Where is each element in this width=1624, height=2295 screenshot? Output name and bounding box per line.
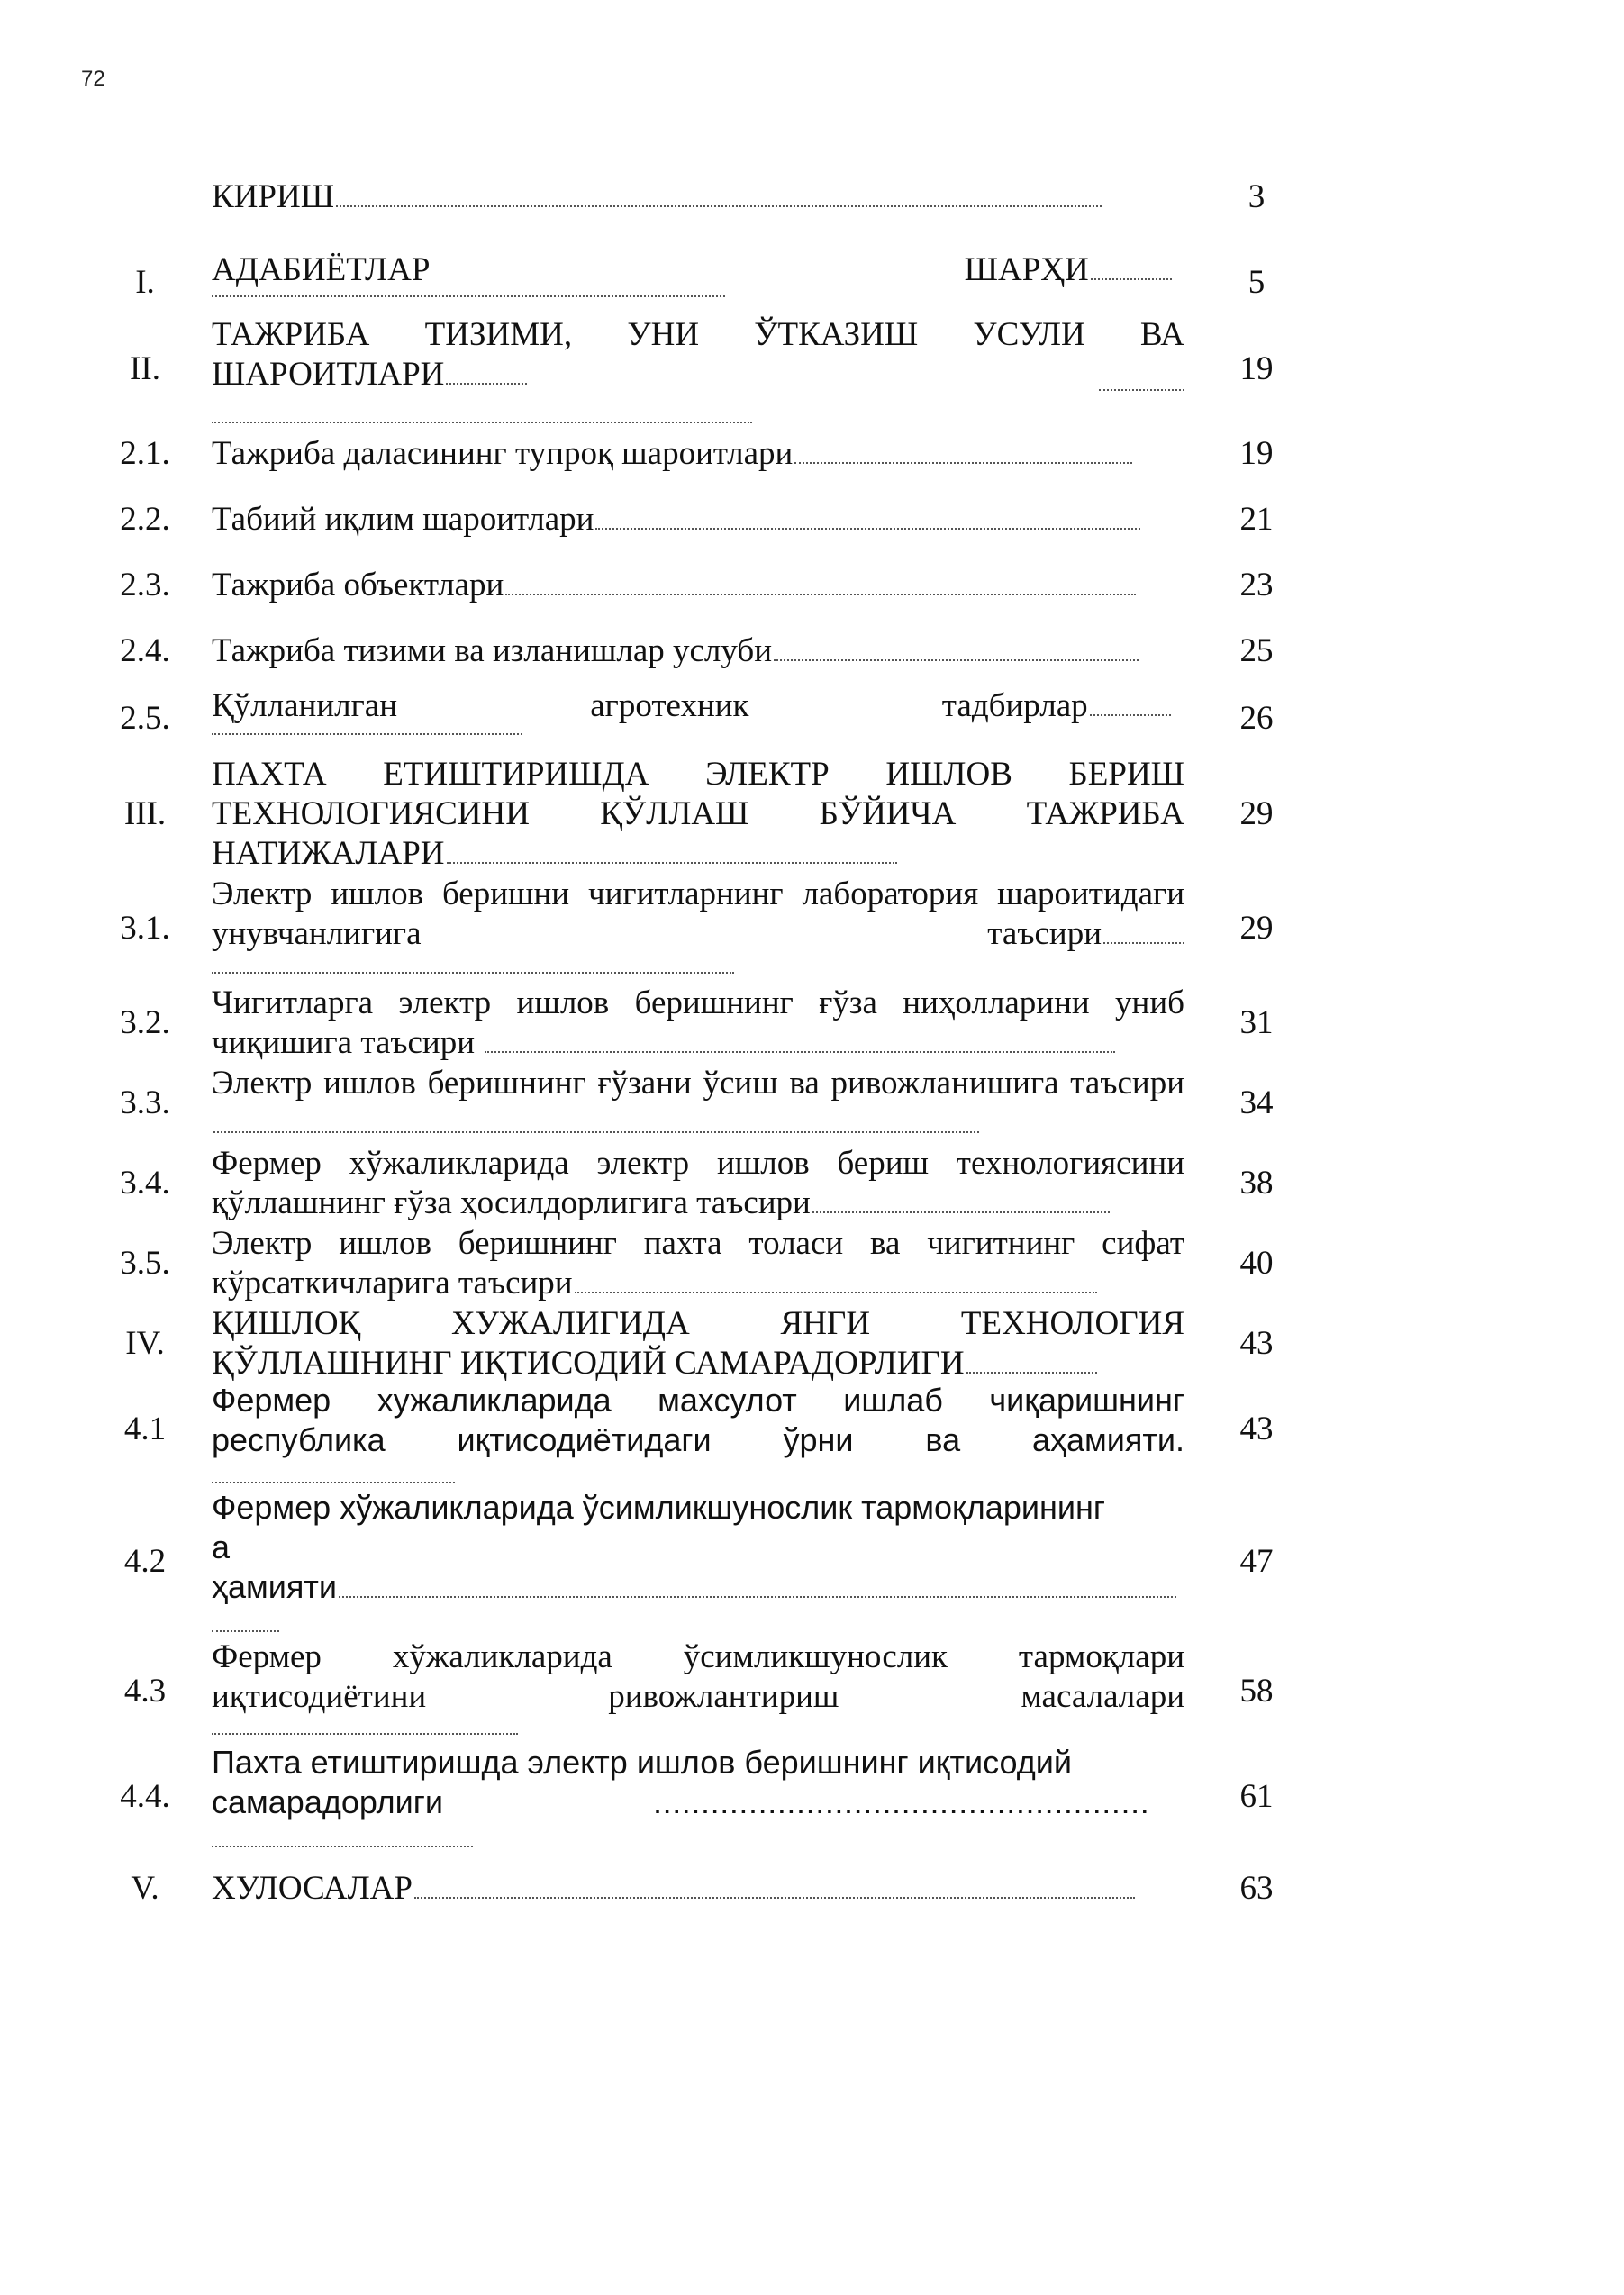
leader-dots-line [212, 733, 522, 735]
leader-dots-line [212, 422, 752, 423]
leader-dots [336, 202, 1102, 207]
leader-dots [1103, 939, 1184, 944]
toc-title: КИРИШ [212, 178, 335, 215]
toc-number: 2.5. [120, 700, 170, 737]
toc-title: Электр ишлов беришнинг пахта толаси ва чигитнинг сифат кўрсаткичларига таъсири [212, 1225, 1184, 1302]
toc-page: 31 [1239, 1004, 1274, 1041]
leader-dots [213, 1128, 979, 1133]
toc-title-line: Фермер хўжаликларида ўсимликшунослик тармоқларининг [212, 1489, 1105, 1526]
leader-dots [774, 656, 1139, 661]
leader-dots-line [212, 1846, 473, 1847]
leader-dots-line [1099, 389, 1184, 391]
toc-title: ХУЛОСАЛАР [212, 1870, 413, 1907]
leader-dots-line [212, 1733, 518, 1735]
toc-number: 3.4. [120, 1165, 170, 1202]
leader-dots [812, 1208, 1110, 1213]
toc-page: 58 [1239, 1673, 1274, 1710]
toc-page: 3 [1247, 178, 1266, 215]
toc-title: Тажриба тизими ва изланишлар услуби [212, 632, 773, 669]
toc-number: 4.2 [123, 1543, 167, 1580]
toc-number: 4.3 [123, 1673, 167, 1710]
toc-title: Тажриба объектлари [212, 567, 504, 603]
leader-dots-line [212, 1630, 279, 1632]
toc-title: Фермер хўжаликларида ўсимликшунослик тармоқлари иқтисодиётини ривожлантириш масалалари [212, 1638, 1184, 1715]
toc-page: 61 [1239, 1778, 1274, 1815]
leader-dots [575, 1288, 1097, 1293]
page-number: 72 [81, 67, 105, 91]
toc-page: 26 [1239, 700, 1274, 737]
leader-dots [447, 858, 897, 864]
toc-title: Электр ишлов беришни чигитларнинг лаборатория шароитидаги унувчанлигига таъсири [212, 875, 1184, 952]
leader-dots-line [212, 972, 734, 974]
toc-title: АДАБИЁТЛАР ШАРҲИ [212, 251, 1089, 288]
toc-page: 40 [1239, 1245, 1274, 1282]
toc-page: 5 [1247, 264, 1266, 301]
toc-page: 47 [1239, 1543, 1274, 1580]
leader-dots [794, 458, 1132, 464]
toc-page: 29 [1239, 795, 1274, 832]
toc-title: Табиий иқлим шароитлари [212, 501, 594, 538]
toc-title-line-2 [212, 1782, 1184, 1822]
toc-number: 4.1 [123, 1411, 167, 1447]
toc-page: 43 [1239, 1411, 1274, 1447]
toc-number: III. [123, 795, 167, 832]
toc-title: Чигитларга электр ишлов беришнинг ғўза ниҳолларини униб чиқишига таъсири [212, 984, 1184, 1061]
toc-title-tail: самарадорлиги [212, 1783, 444, 1820]
leader-dots [446, 379, 527, 385]
leader-dots [414, 1893, 1135, 1899]
toc-page: 25 [1239, 632, 1274, 669]
leader-dots [1090, 711, 1171, 716]
toc-number: 4.4. [120, 1778, 170, 1815]
leader-dots [485, 1048, 1115, 1053]
toc-title: ПАХТА ЕТИШТИРИШДА ЭЛЕКТР ИШЛОВ БЕРИШ ТЕХНОЛОГИЯСИНИ ҚЎЛЛАШ БЎЙИЧА ТАЖРИБА НАТИЖАЛАРИ [212, 756, 1184, 872]
toc-number: 2.2. [120, 501, 170, 538]
toc-page: 29 [1239, 910, 1274, 947]
leader-dots [595, 524, 1140, 530]
toc-title: Электр ишлов беришнинг ғўзани ўсиш ва ривожланишига таъсири [212, 1065, 1184, 1102]
leader-dots [966, 1368, 1097, 1374]
toc-number: 3.2. [120, 1004, 170, 1041]
toc-number: IV. [125, 1325, 165, 1362]
toc-page: 21 [1239, 501, 1274, 538]
toc-number: 3.1. [120, 910, 170, 947]
toc-page: 23 [1239, 567, 1274, 603]
toc-number: 2.3. [120, 567, 170, 603]
leader-dots-line [212, 295, 725, 297]
toc-page: 19 [1239, 435, 1274, 472]
toc-title-line-1: Пахта етиштиришда электр ишлов беришнинг иқтисодий [212, 1744, 1072, 1781]
leader-dots [505, 590, 1136, 595]
toc-number: II. [130, 350, 160, 387]
toc-number: 2.1. [120, 435, 170, 472]
toc-number: I. [135, 264, 155, 301]
toc-title-line: а [212, 1528, 231, 1565]
toc-page: 19 [1239, 350, 1274, 387]
toc-page: 43 [1239, 1325, 1274, 1362]
toc-number: 3.5. [120, 1245, 170, 1282]
leader-dots-text: .................................................... [653, 1783, 1150, 1820]
leader-dots-line [212, 1482, 455, 1483]
toc-title: Қўлланилган агротехник тадбирлар [212, 687, 1088, 724]
leader-dots [339, 1592, 1176, 1598]
toc-page: 63 [1239, 1870, 1274, 1907]
toc-title: Тажриба даласининг тупроқ шароитлари [212, 435, 794, 472]
toc-page: 34 [1239, 1084, 1274, 1121]
toc-number: 2.4. [120, 632, 170, 669]
leader-dots [1091, 275, 1172, 280]
toc-title: ТАЖРИБА ТИЗИМИ, УНИ ЎТКАЗИШ УСУЛИ ВА ШАРОИТЛАРИ [212, 316, 1184, 393]
toc-title: ҚИШЛОҚ ХУЖАЛИГИДА ЯНГИ ТЕХНОЛОГИЯ ҚЎЛЛАШНИНГ ИҚТИСОДИЙ САМАРАДОРЛИГИ [212, 1305, 1184, 1382]
toc-title: Фермер хужаликларида махсулот ишлаб чиқаришнинг республика иқтисодиётидаги ўрни ва аҳамияти. [212, 1382, 1184, 1458]
toc-page: 38 [1239, 1165, 1274, 1202]
toc-number: 3.3. [120, 1084, 170, 1121]
toc-number: V. [131, 1870, 159, 1907]
toc-title: Фермер хўжаликларида электр ишлов бериш технологиясини қўллашнинг ғўза ҳосилдорлигига таъсири [212, 1145, 1184, 1221]
toc-title-line: ҳамияти [212, 1568, 337, 1605]
